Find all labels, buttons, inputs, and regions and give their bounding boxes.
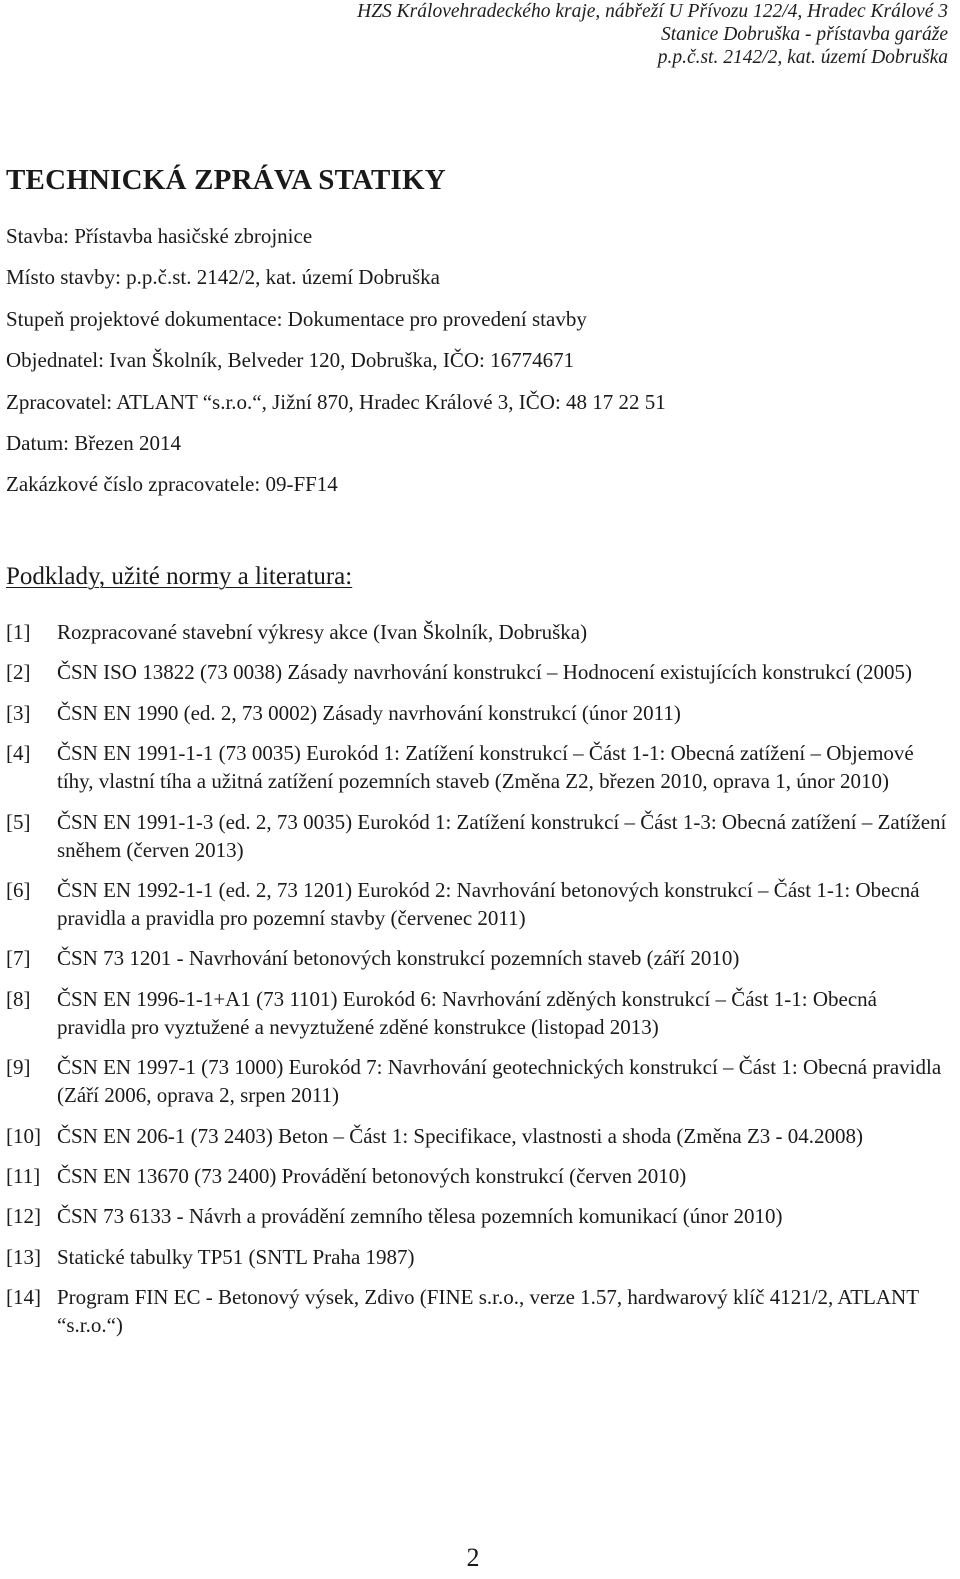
reference-item [6,1053,950,1109]
reference-item [6,1283,950,1339]
project-info [6,222,946,512]
reference-number: [7] [6,946,31,971]
reference-text: ČSN EN 1991-1-3 (ed. 2, 73 0035) Eurokód 1: Zatížení konstrukcí – Část 1-3: Obecná zatížení – Zatížení sněhem (červen 2013) [57,809,947,862]
page-header [248,0,948,69]
reference-text: ČSN EN 1991-1-1 (73 0035) Eurokód 1: Zatížení konstrukcí – Část 1-1: Obecná zatížení – Objemové tíhy, vlastní tíha a užitná zatížení pozemních staveb (Změna Z2, březen 2010, oprava 1, únor 2010) [57,741,914,794]
references-heading: Podklady, užité normy a literatura: [6,563,353,590]
reference-text: ČSN EN 206-1 (73 2403) Beton – Část 1: Specifikace, vlastnosti a shoda (Změna Z3 - 04.2008) [57,1123,864,1148]
meta-construction: Stavba: Přístavba hasičské zbrojnice [6,224,313,248]
header-line-parcel: p.p.č.st. 2142/2, kat. území Dobruška [657,47,948,68]
reference-text: ČSN EN 1997-1 (73 1000) Eurokód 7: Navrhování geotechnických konstrukcí – Část 1: Obecná pravidla (Září 2006, oprava 2, srpen 2011) [57,1055,942,1108]
reference-number: [2] [6,660,31,685]
reference-number: [14] [6,1285,41,1310]
reference-number: [9] [6,1055,31,1080]
meta-contractor: Zpracovatel: ATLANT “s.r.o.“, Jižní 870, Hradec Králové 3, IČO: 48 17 22 51 [6,389,666,414]
reference-text: ČSN EN 13670 (73 2400) Provádění betonových konstrukcí (červen 2010) [57,1163,687,1188]
reference-number: [5] [6,809,31,834]
reference-text: Program FIN EC - Betonový výsek, Zdivo (FINE s.r.o., verze 1.57, hardwarový klíč 4121/2, ATLANT “s.r.o.“) [57,1285,919,1338]
reference-item [6,699,950,727]
meta-location: Místo stavby: p.p.č.st. 2142/2, kat. území Dobruška [6,265,440,290]
reference-text: Statické tabulky TP51 (SNTL Praha 1987) [57,1244,415,1269]
reference-item [6,739,950,795]
meta-order-number: Zakázkové číslo zpracovatele: 09-FF14 [6,472,338,497]
reference-text: ČSN 73 6133 - Návrh a provádění zemního tělesa pozemních komunikací (únor 2010) [57,1204,783,1229]
header-line-organization: HZS Královehradeckého kraje, nábřeží U Přívozu 122/4, Hradec Králové 3 [357,1,948,22]
reference-text: ČSN ISO 13822 (73 0038) Zásady navrhování konstrukcí – Hodnocení existujících konstrukcí (2005) [57,660,913,685]
reference-item [6,808,950,864]
reference-item [6,1122,950,1150]
reference-item [6,1243,950,1271]
document-title: TECHNICKÁ ZPRÁVA STATIKY [6,164,446,196]
reference-item [6,658,950,686]
reference-number: [11] [6,1163,41,1188]
reference-text: ČSN EN 1992-1-1 (ed. 2, 73 1201) Eurokód 2: Navrhování betonových konstrukcí – Část 1-1: Obecná pravidla a pravidla pro pozemní stavby (červenec 2011) [57,877,920,930]
reference-text: Rozpracované stavební výkresy akce (Ivan Školník, Dobruška) [57,620,588,644]
reference-item [6,985,950,1041]
meta-client: Objednatel: Ivan Školník, Belveder 120, Dobruška, IČO: 16774671 [6,348,575,373]
page-number: 2 [466,1543,480,1572]
reference-item [6,618,950,646]
reference-text: ČSN 73 1201 - Navrhování betonových konstrukcí pozemních staveb (září 2010) [57,946,740,971]
references-list [6,618,950,1351]
header-line-project: Stanice Dobruška - přístavba garáže [660,24,948,45]
reference-number: [8] [6,986,31,1011]
reference-number: [10] [6,1123,41,1148]
reference-item [6,1202,950,1230]
reference-number: [6] [6,877,31,902]
reference-number: [3] [6,700,31,725]
reference-item [6,876,950,932]
reference-item [6,944,950,972]
reference-number: [4] [6,741,31,766]
reference-item [6,1162,950,1190]
reference-number: [1] [6,620,31,644]
reference-text: ČSN EN 1996-1-1+A1 (73 1101) Eurokód 6: Navrhování zděných konstrukcí – Část 1-1: Obecná pravidla pro vyztužené a nevyztužené zděné konstrukce (listopad 2013) [57,986,877,1039]
meta-documentation-stage: Stupeň projektové dokumentace: Dokumentace pro provedení stavby [6,306,587,331]
reference-text: ČSN EN 1990 (ed. 2, 73 0002) Zásady navrhování konstrukcí (únor 2011) [57,700,681,725]
reference-number: [13] [6,1244,41,1269]
reference-number: [12] [6,1204,41,1229]
meta-date: Datum: Březen 2014 [6,430,181,455]
